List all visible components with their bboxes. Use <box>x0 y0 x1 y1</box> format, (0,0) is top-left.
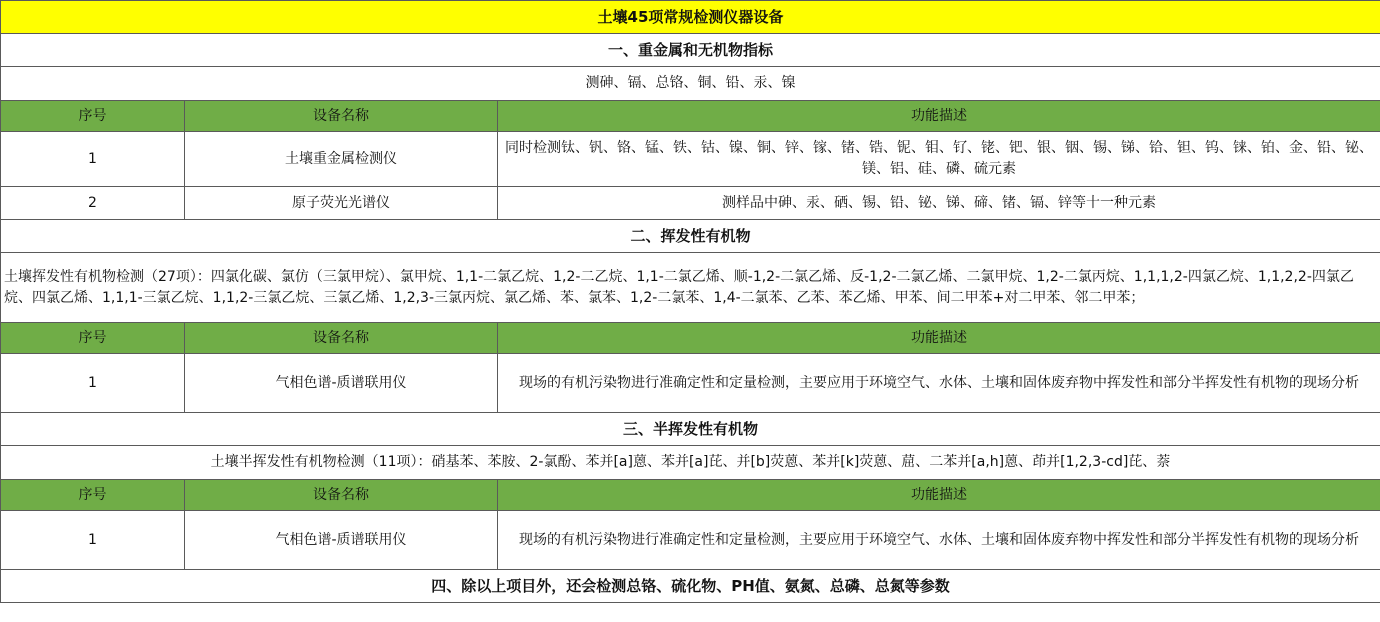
row-description: 现场的有机污染物进行准确定性和定量检测，主要应用于环境空气、水体、土壤和固体废弃物中挥发性和部分半挥发性有机物的现场分析 <box>498 511 1380 570</box>
section-heading-row <box>1 34 1380 67</box>
row-description: 现场的有机污染物进行准确定性和定量检测，主要应用于环境空气、水体、土壤和固体废弃物中挥发性和部分半挥发性有机物的现场分析 <box>498 354 1380 413</box>
footer-row <box>1 570 1380 603</box>
column-header-row <box>1 323 1380 354</box>
section-note-row <box>1 446 1380 480</box>
title-row <box>1 1 1380 34</box>
row-index: 2 <box>1 187 185 220</box>
table-title: 土壤45项常规检测仪器设备 <box>1 1 1380 34</box>
row-description: 测样品中砷、汞、硒、锡、铅、铋、锑、碲、锗、镉、锌等十一种元素 <box>498 187 1380 220</box>
section-note: 土壤挥发性有机物检测（27项）：四氯化碳、氯仿（三氯甲烷）、氯甲烷、1,1-二氯乙烷、1,2-二乙烷、1,1-二氯乙烯、顺-1,2-二氯乙烯、反-1,2-二氯乙烯、二氯甲烷、1,2-二氯丙烷、1,1,1,2-四氯乙烷、1,1,2,2-四氯乙烷、四氯乙烯、1,1,1-三氯乙烷、1,1,2-三氯乙烷、三氯乙烯、1,2,3-三氯丙烷、氯乙烯、苯、氯苯、1,2-二氯苯、1,4-二氯苯、乙苯、苯乙烯、甲苯、间二甲苯+对二甲苯、邻二甲苯； <box>1 253 1380 323</box>
section-note-row <box>1 253 1380 323</box>
section-heading-row <box>1 413 1380 446</box>
row-index: 1 <box>1 354 185 413</box>
row-index: 1 <box>1 511 185 570</box>
header-description: 功能描述 <box>498 323 1380 354</box>
table-row <box>1 132 1380 187</box>
column-header-row <box>1 480 1380 511</box>
section-note-row <box>1 67 1380 101</box>
column-header-row <box>1 101 1380 132</box>
header-device: 设备名称 <box>185 323 498 354</box>
header-device: 设备名称 <box>185 101 498 132</box>
header-index: 序号 <box>1 323 185 354</box>
row-device: 原子荧光光谱仪 <box>185 187 498 220</box>
footer-note: 四、除以上项目外，还会检测总铬、硫化物、PH值、氨氮、总磷、总氮等参数 <box>1 570 1380 603</box>
section-note: 土壤半挥发性有机物检测（11项）：硝基苯、苯胺、2-氯酚、苯并[a]蒽、苯并[a]芘、并[b]荧蒽、苯并[k]荧蒽、䓛、二苯并[a,h]蒽、茚并[1,2,3-cd]芘、萘 <box>1 446 1380 480</box>
section-heading: 三、半挥发性有机物 <box>1 413 1380 446</box>
section-heading: 二、挥发性有机物 <box>1 220 1380 253</box>
header-description: 功能描述 <box>498 101 1380 132</box>
table-row <box>1 511 1380 570</box>
table-row <box>1 187 1380 220</box>
row-device: 气相色谱-质谱联用仪 <box>185 354 498 413</box>
row-index: 1 <box>1 132 185 187</box>
section-heading-row <box>1 220 1380 253</box>
header-index: 序号 <box>1 101 185 132</box>
section-note: 测砷、镉、总铬、铜、铅、汞、镍 <box>1 67 1380 101</box>
header-device: 设备名称 <box>185 480 498 511</box>
header-index: 序号 <box>1 480 185 511</box>
row-description: 同时检测钛、钒、铬、锰、铁、钴、镍、铜、锌、镓、锗、锆、铌、钼、钌、铑、钯、银、铟、锡、锑、铪、钽、钨、铼、铂、金、铅、铋、镁、铝、硅、磷、硫元素 <box>498 132 1380 187</box>
row-device: 气相色谱-质谱联用仪 <box>185 511 498 570</box>
header-description: 功能描述 <box>498 480 1380 511</box>
section-heading: 一、重金属和无机物指标 <box>1 34 1380 67</box>
row-device: 土壤重金属检测仪 <box>185 132 498 187</box>
table-row <box>1 354 1380 413</box>
